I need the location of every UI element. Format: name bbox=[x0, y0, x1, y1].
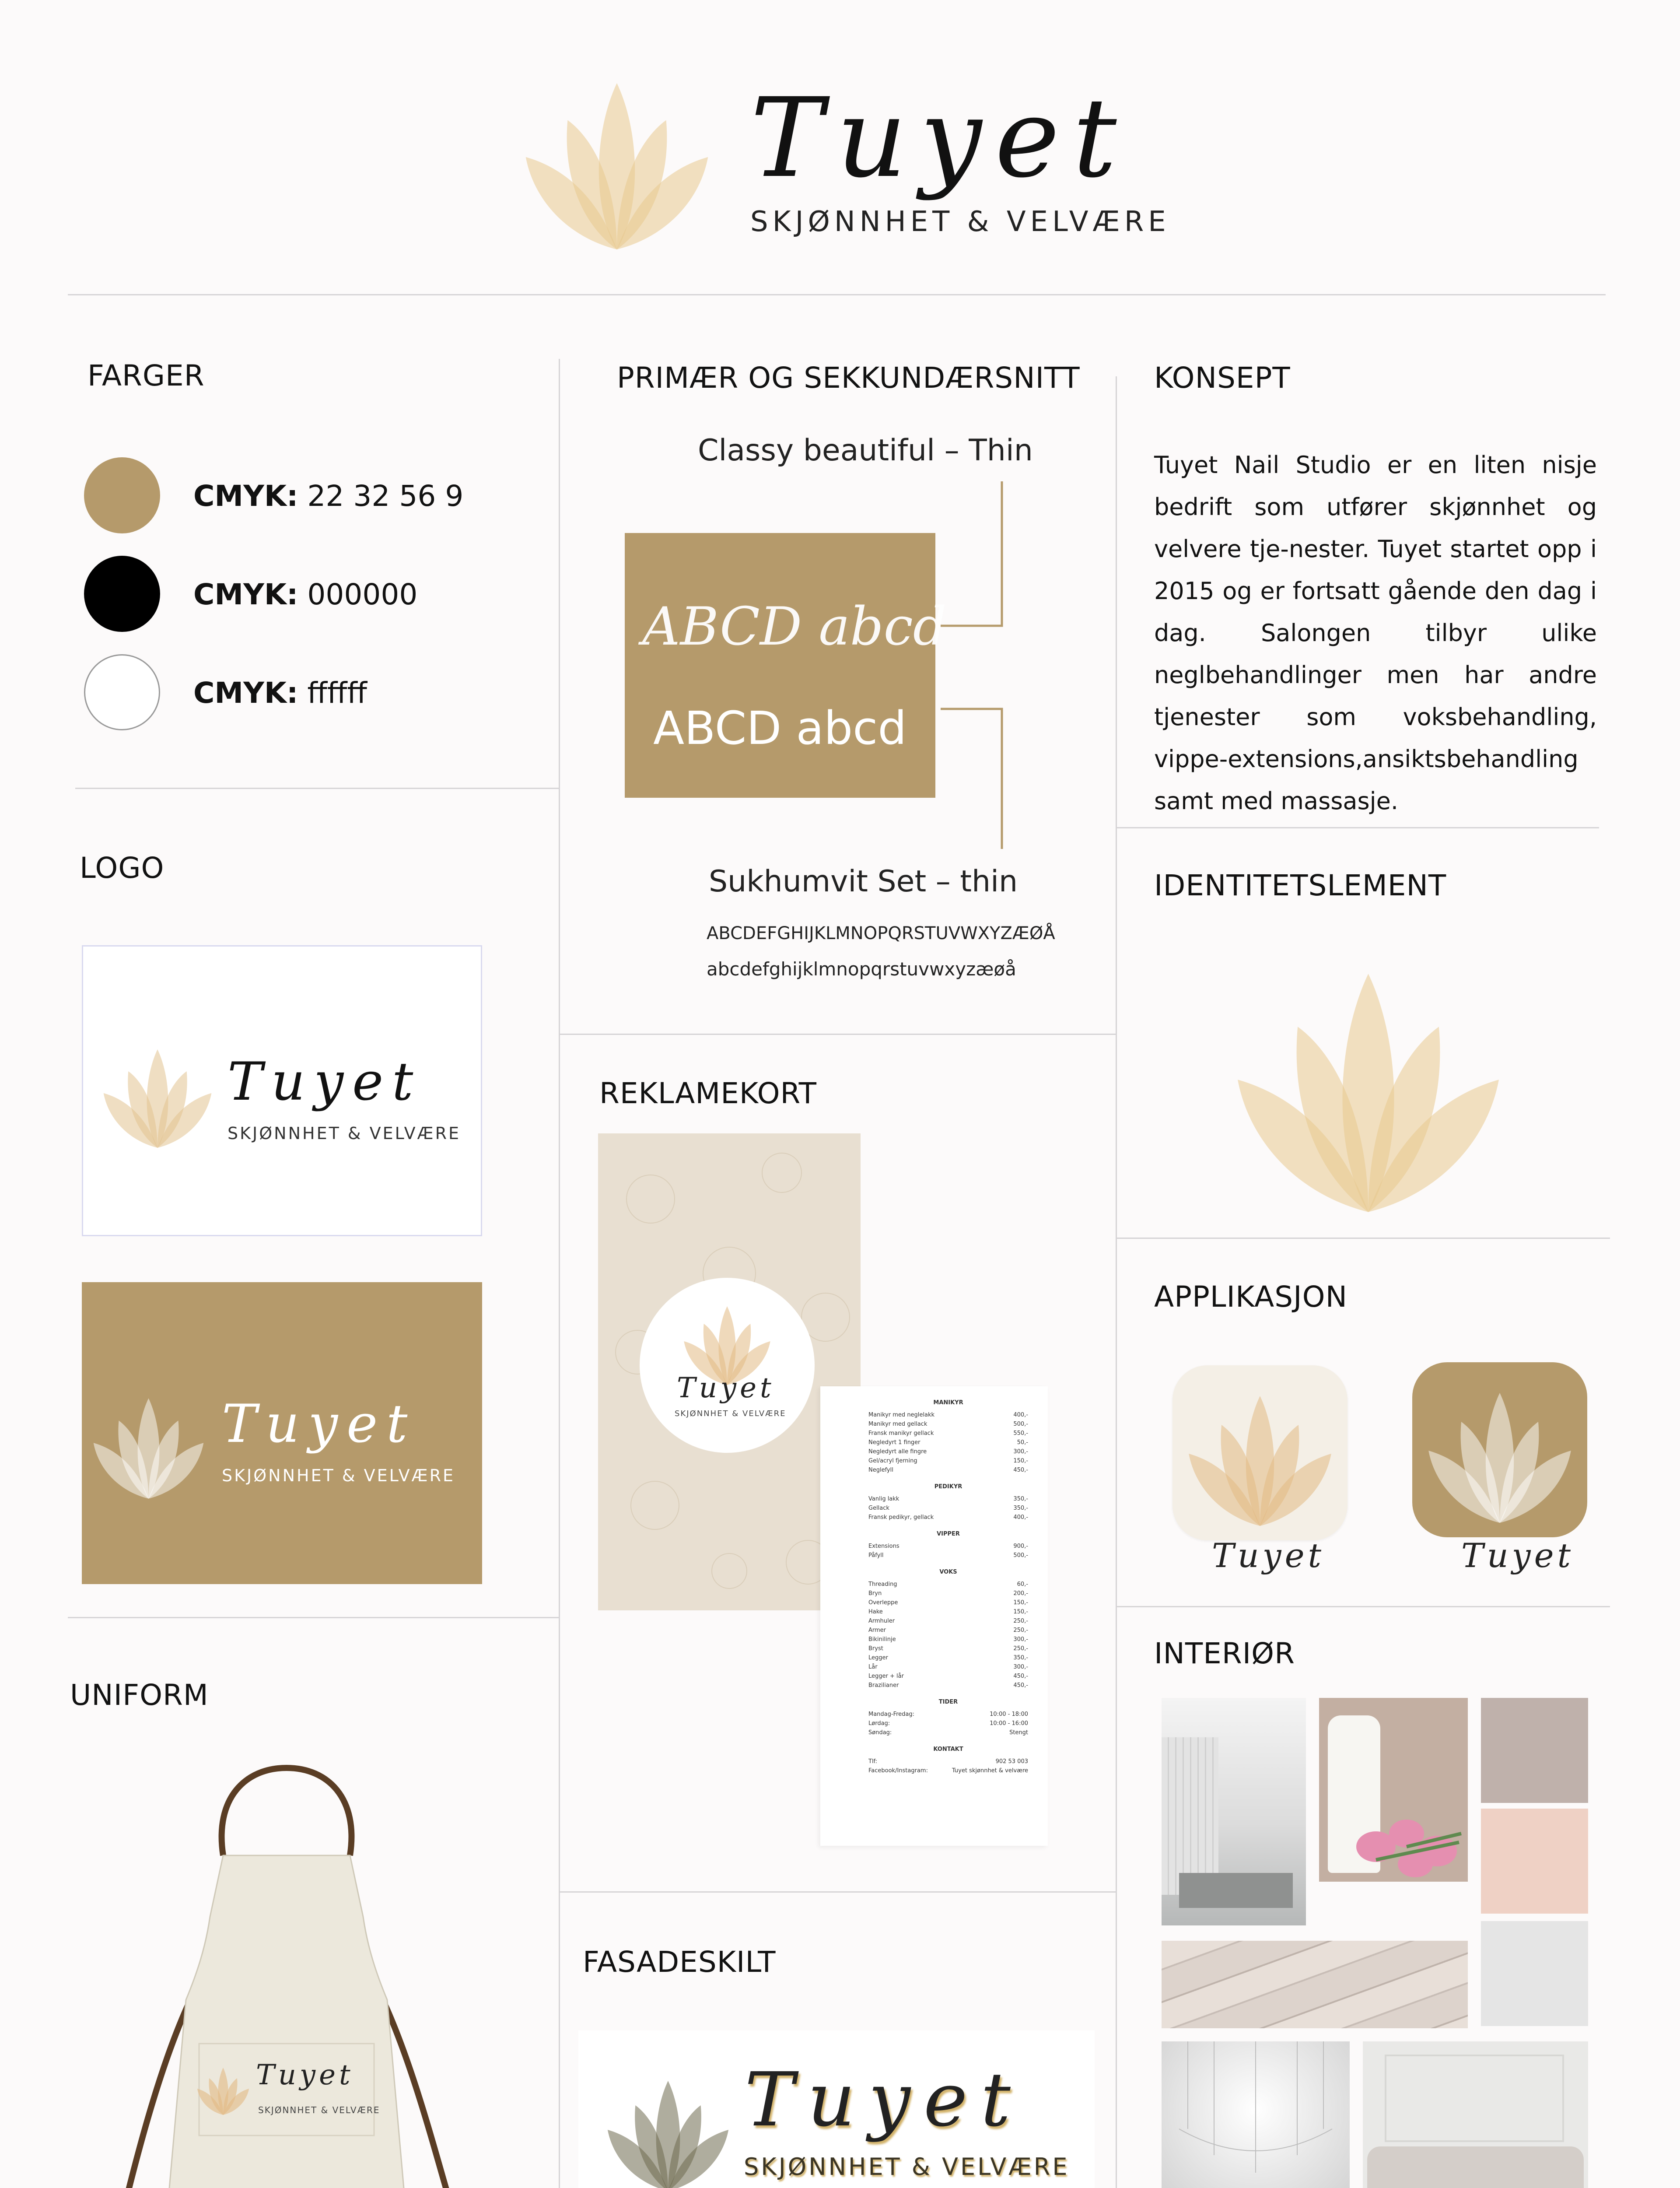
cmyk-label: CMYK: bbox=[193, 676, 298, 710]
palette-swatch bbox=[1481, 1809, 1588, 1914]
menu-item-price: 250,- bbox=[1013, 1618, 1028, 1624]
menu-item-price: 150,- bbox=[1013, 1599, 1028, 1606]
menu-item-name: Vanlig lakk bbox=[868, 1496, 900, 1502]
menu-item-name: Legger bbox=[868, 1655, 888, 1661]
menu-item-price: 350,- bbox=[1013, 1496, 1028, 1502]
apron-image bbox=[118, 1764, 455, 2188]
menu-item-name: Threading bbox=[868, 1581, 897, 1588]
lotus-icon bbox=[523, 83, 711, 249]
menu-item-name: Armer bbox=[868, 1627, 886, 1634]
color-swatch-black bbox=[84, 556, 160, 632]
menu-item-name: Mandag-Fredag: bbox=[868, 1711, 915, 1718]
cmyk-row bbox=[193, 479, 463, 513]
menu-item bbox=[868, 1681, 1028, 1690]
menu-heading: MANIKYR bbox=[933, 1399, 963, 1406]
menu-item-price: 900,- bbox=[1013, 1543, 1028, 1550]
section-title-applikasjon: APPLIKASJON bbox=[1154, 1280, 1348, 1314]
secondary-font-caption: Sukhumvit Set – thin bbox=[709, 864, 1018, 899]
section-title-uniform: UNIFORM bbox=[70, 1678, 209, 1712]
menu-heading: TIDER bbox=[938, 1699, 958, 1705]
lotus-icon bbox=[197, 2068, 249, 2115]
menu-item-name: Brazilianer bbox=[868, 1682, 899, 1689]
menu-item-price: 902 53 003 bbox=[995, 1758, 1028, 1765]
lotus-icon bbox=[93, 1398, 204, 1499]
menu-item-price: 250,- bbox=[1013, 1645, 1028, 1652]
lotus-icon bbox=[607, 2081, 729, 2188]
cmyk-row bbox=[193, 578, 417, 611]
menu-item-price: 450,- bbox=[1013, 1467, 1028, 1473]
section-title-farger: FARGER bbox=[88, 359, 205, 393]
divider bbox=[1116, 1238, 1610, 1239]
app-label-gold: Tuyet bbox=[1461, 1536, 1575, 1575]
menu-item bbox=[868, 1456, 1028, 1466]
menu-item-name: Overleppe bbox=[868, 1599, 898, 1606]
app-icon-light[interactable] bbox=[1172, 1365, 1348, 1540]
secondary-font-sample: ABCD abcd bbox=[653, 701, 907, 755]
section-title-typography: PRIMÆR OG SEKKUNDÆRSNITT bbox=[617, 361, 1080, 395]
menu-item bbox=[868, 1757, 1028, 1766]
menu-item bbox=[868, 1466, 1028, 1475]
interior-photo-tulips bbox=[1319, 1698, 1468, 1882]
menu-item bbox=[868, 1551, 1028, 1560]
menu-item bbox=[868, 1438, 1028, 1447]
divider bbox=[1116, 376, 1117, 2188]
menu-item-name: Manikyr med gellack bbox=[868, 1421, 928, 1427]
brand-tagline: SKJØNNHET & VELVÆRE bbox=[750, 206, 1170, 238]
palette-swatch bbox=[1481, 1698, 1588, 1803]
menu-item bbox=[868, 1589, 1028, 1598]
divider bbox=[68, 1617, 559, 1618]
menu-item-price: 150,- bbox=[1013, 1609, 1028, 1615]
menu-item bbox=[868, 1494, 1028, 1504]
menu-item-name: Bryst bbox=[868, 1645, 883, 1652]
menu-heading: KONTAKT bbox=[933, 1746, 963, 1753]
ad-card-tagline: SKJØNNHET & VELVÆRE bbox=[675, 1409, 786, 1418]
header-divider bbox=[68, 294, 1606, 295]
menu-item-name: Gel/acryl fjerning bbox=[868, 1458, 917, 1464]
logo-script: Tuyet bbox=[222, 1394, 416, 1455]
section-title-fasadeskilt: FASADESKILT bbox=[583, 1945, 776, 1979]
menu-item-price: 300,- bbox=[1013, 1636, 1028, 1643]
menu-item-price: 450,- bbox=[1013, 1673, 1028, 1680]
menu-item-name: Extensions bbox=[868, 1543, 900, 1550]
menu-item-price: 500,- bbox=[1013, 1421, 1028, 1427]
menu-item bbox=[868, 1420, 1028, 1429]
logo-script: Tuyet bbox=[228, 1052, 422, 1112]
menu-item-price: 60,- bbox=[1017, 1581, 1028, 1588]
menu-item-name: Neglefyll bbox=[868, 1467, 893, 1473]
menu-item bbox=[868, 1410, 1028, 1420]
menu-item-price: 150,- bbox=[1013, 1458, 1028, 1464]
lotus-icon bbox=[1428, 1393, 1572, 1523]
menu-heading: VIPPER bbox=[937, 1531, 960, 1537]
chandelier-icon bbox=[1162, 2041, 1350, 2188]
header-logo bbox=[523, 74, 1197, 249]
menu-item-name: Bikinilinje bbox=[868, 1636, 896, 1643]
ad-card-badge bbox=[640, 1278, 815, 1453]
menu-item-price: 500,- bbox=[1013, 1552, 1028, 1559]
menu-item-price: 300,- bbox=[1013, 1448, 1028, 1455]
lowercase-alphabet: abcdefghijklmnopqrstuvwxyzæøå bbox=[707, 958, 1016, 980]
cmyk-value: 000000 bbox=[298, 578, 418, 611]
menu-item bbox=[868, 1598, 1028, 1607]
divider bbox=[559, 1891, 1116, 1893]
logo-card-white bbox=[82, 945, 482, 1236]
menu-item-price: 350,- bbox=[1013, 1505, 1028, 1511]
menu-heading: VOKS bbox=[939, 1569, 957, 1575]
interior-photo-chandelier bbox=[1162, 2041, 1350, 2188]
interior-photo-sofa bbox=[1363, 2041, 1588, 2188]
section-title-reklamekort: REKLAMEKORT bbox=[599, 1076, 817, 1110]
logo-tagline: SKJØNNHET & VELVÆRE bbox=[228, 1124, 461, 1143]
menu-item-name: Gellack bbox=[868, 1505, 889, 1511]
menu-item bbox=[868, 1429, 1028, 1438]
facade-tagline: SKJØNNHET & VELVÆRE bbox=[744, 2153, 1070, 2181]
menu-item bbox=[868, 1513, 1028, 1522]
logo-tagline: SKJØNNHET & VELVÆRE bbox=[222, 1466, 455, 1485]
facade-sign bbox=[578, 2030, 1095, 2188]
menu-item-name: Bryn bbox=[868, 1590, 882, 1597]
cmyk-label: CMYK: bbox=[193, 578, 298, 611]
app-icon-gold[interactable] bbox=[1412, 1362, 1587, 1537]
menu-item-name: Fransk pedikyr, gellack bbox=[868, 1514, 934, 1521]
menu-item-price: 10:00 - 16:00 bbox=[990, 1720, 1028, 1727]
menu-item bbox=[868, 1710, 1028, 1719]
menu-item-name: Negledyrt 1 finger bbox=[868, 1439, 920, 1446]
palette-swatch bbox=[1481, 1921, 1588, 2026]
menu-item-price: 50,- bbox=[1017, 1439, 1028, 1446]
apron-tagline: SKJØNNHET & VELVÆRE bbox=[258, 2105, 380, 2115]
menu-item-price: 200,- bbox=[1013, 1590, 1028, 1597]
logo-card-gold bbox=[82, 1282, 482, 1584]
price-menu bbox=[868, 1399, 1028, 1775]
menu-item bbox=[868, 1626, 1028, 1635]
menu-item-name: Lørdag: bbox=[868, 1720, 890, 1727]
section-title-interior: INTERIØR bbox=[1154, 1637, 1295, 1670]
menu-item-price: 10:00 - 18:00 bbox=[990, 1711, 1028, 1718]
divider bbox=[75, 788, 559, 789]
menu-item bbox=[868, 1607, 1028, 1616]
menu-item bbox=[868, 1580, 1028, 1589]
menu-item-name: Søndag: bbox=[868, 1729, 892, 1736]
cmyk-value: ffffff bbox=[298, 676, 367, 710]
menu-item bbox=[868, 1616, 1028, 1626]
lotus-icon bbox=[1236, 974, 1501, 1212]
menu-item-price: 300,- bbox=[1013, 1664, 1028, 1670]
apron-script: Tuyet bbox=[256, 2059, 354, 2091]
section-title-konsept: KONSEPT bbox=[1154, 361, 1291, 395]
menu-item bbox=[868, 1719, 1028, 1728]
lotus-icon bbox=[103, 1049, 212, 1148]
ad-card-back bbox=[820, 1386, 1048, 1846]
facade-script: Tuyet bbox=[745, 2057, 1024, 2143]
tulip-icon bbox=[1350, 1807, 1468, 1882]
font-sample-box bbox=[625, 533, 947, 798]
menu-item bbox=[868, 1635, 1028, 1644]
cmyk-value: 22 32 56 9 bbox=[298, 479, 464, 513]
menu-item-price: 250,- bbox=[1013, 1627, 1028, 1634]
app-label-light: Tuyet bbox=[1212, 1536, 1325, 1575]
menu-item-price: Tuyet skjønnhet & velvære bbox=[952, 1767, 1028, 1774]
menu-item-name: Hake bbox=[868, 1609, 883, 1615]
interior-photo-floor bbox=[1162, 1941, 1468, 2028]
uppercase-alphabet: ABCDEFGHIJKLMNOPQRSTUVWXYZÆØÅ bbox=[707, 923, 1055, 943]
primary-font-sample: ABCD abcd bbox=[642, 596, 947, 657]
menu-item-price: 350,- bbox=[1013, 1655, 1028, 1661]
color-swatch-gold bbox=[84, 457, 160, 533]
menu-item bbox=[868, 1504, 1028, 1513]
menu-item bbox=[868, 1728, 1028, 1737]
color-swatch-white bbox=[84, 654, 160, 730]
lotus-icon bbox=[1188, 1396, 1332, 1526]
menu-item-name: Facebook/Instagram: bbox=[868, 1767, 928, 1774]
connector-lines bbox=[941, 481, 1006, 853]
menu-item-price: 400,- bbox=[1013, 1514, 1028, 1521]
cmyk-row bbox=[193, 676, 367, 710]
concept-text: Tuyet Nail Studio er en liten nisje bedrift som utfører skjønnhet og velvere tje-nester. Tuyet startet opp i 2015 og er fortsatt gående den dag i dag. Salongen tilbyr ulike neglbehandlinger men har andre tjenester som voksbehandling, vippe-extensions,ansiktsbehandling samt med massasje. bbox=[1154, 451, 1597, 815]
cmyk-label: CMYK: bbox=[193, 479, 298, 513]
menu-item-price: 400,- bbox=[1013, 1412, 1028, 1418]
primary-font-caption: Classy beautiful – Thin bbox=[698, 433, 1033, 468]
menu-item bbox=[868, 1644, 1028, 1653]
brand-script: Tuyet bbox=[750, 74, 1130, 202]
menu-item bbox=[868, 1766, 1028, 1775]
menu-item-name: Påfyll bbox=[868, 1552, 884, 1559]
section-title-logo: LOGO bbox=[80, 851, 164, 885]
menu-item-name: Negledyrt alle fingre bbox=[868, 1448, 927, 1455]
ad-card-script: Tuyet bbox=[677, 1372, 775, 1404]
interior-photo-room bbox=[1162, 1698, 1306, 1925]
menu-item-name: Manikyr med neglelakk bbox=[868, 1412, 935, 1418]
menu-item bbox=[868, 1447, 1028, 1456]
menu-item-name: Fransk manikyr gellack bbox=[868, 1430, 934, 1437]
divider bbox=[559, 1034, 1116, 1035]
menu-item-price: Stengt bbox=[1009, 1729, 1028, 1736]
menu-item-name: Armhuler bbox=[868, 1618, 895, 1624]
menu-item-price: 550,- bbox=[1013, 1430, 1028, 1437]
section-title-identitet: IDENTITETSLEMENT bbox=[1154, 869, 1447, 902]
menu-item bbox=[868, 1653, 1028, 1662]
menu-item-name: Lår bbox=[868, 1664, 878, 1670]
divider bbox=[559, 359, 560, 2188]
menu-item-name: Tlf: bbox=[868, 1758, 878, 1765]
menu-item bbox=[868, 1662, 1028, 1672]
menu-item-price: 450,- bbox=[1013, 1682, 1028, 1689]
menu-heading: PEDIKYR bbox=[934, 1483, 962, 1490]
menu-item bbox=[868, 1542, 1028, 1551]
divider bbox=[1116, 1606, 1610, 1607]
menu-item bbox=[868, 1672, 1028, 1681]
menu-item-name: Legger + lår bbox=[868, 1673, 904, 1680]
divider bbox=[1116, 827, 1599, 828]
